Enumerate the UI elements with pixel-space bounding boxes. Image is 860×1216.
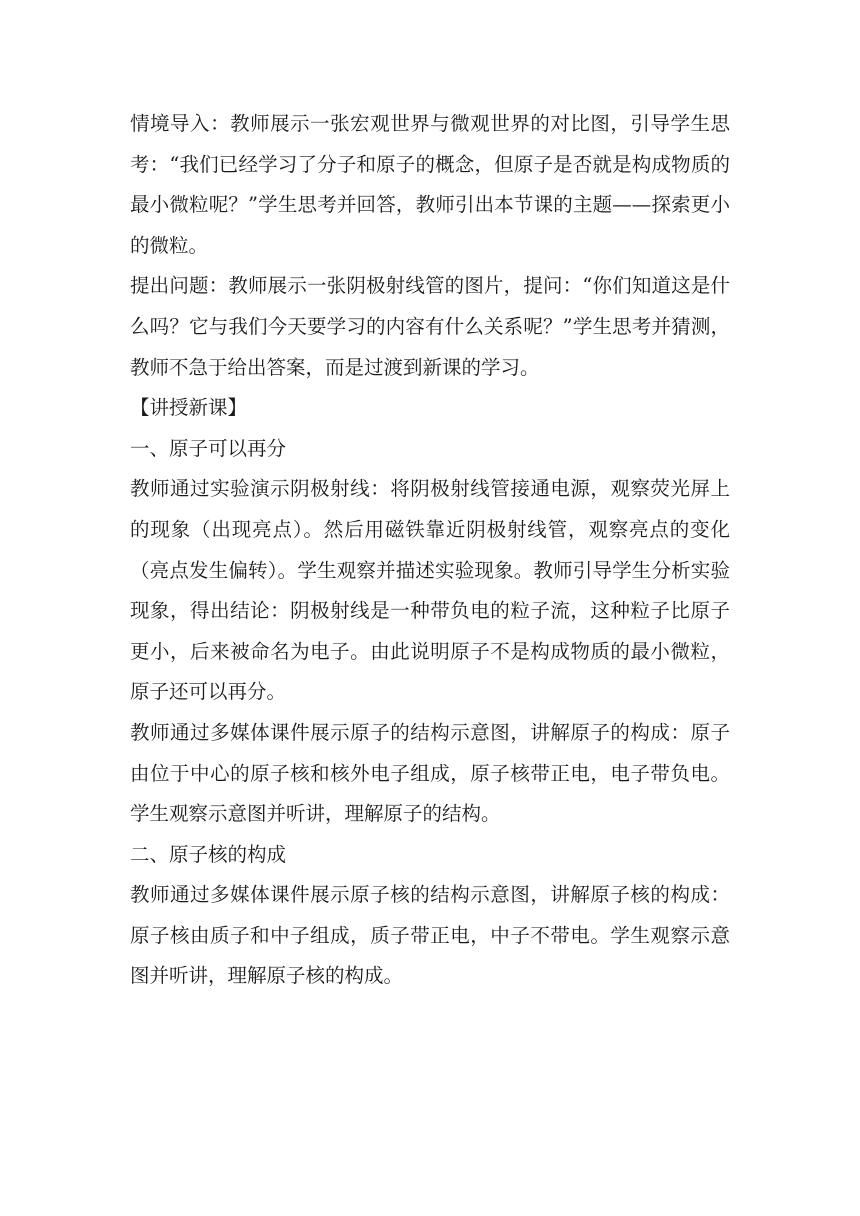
document-body: [130, 104, 730, 997]
subheading-atom-divisible: 一、原子可以再分: [130, 436, 287, 460]
section-heading-new-lesson: 【讲授新课】: [130, 396, 248, 420]
paragraph-situation-intro: 情境导入：教师展示一张宏观世界与微观世界的对比图，引导学生思考：“我们已经学习了分子和原子的概念，但原子是否就是构成物质的最小微粒呢？”学生思考并回答，教师引出本节课的主题——探索更小的微粒。: [130, 112, 730, 257]
paragraph-atom-structure: 教师通过多媒体课件展示原子的结构示意图，讲解原子的构成：原子由位于中心的原子核和核外电子组成，原子核带正电，电子带负电。学生观察示意图并听讲，理解原子的结构。: [130, 720, 730, 826]
paragraph-raise-question: 提出问题：教师展示一张阴极射线管的图片，提问：“你们知道这是什么吗？它与我们今天要学习的内容有什么关系呢？”学生思考并猜测，教师不急于给出答案，而是过渡到新课的学习。: [130, 274, 730, 379]
paragraph-nucleus-structure: 教师通过多媒体课件展示原子核的结构示意图，讲解原子核的构成：原子核由质子和中子组成，质子带正电，中子不带电。学生观察示意图并听讲，理解原子核的构成。: [130, 883, 730, 988]
subheading-nucleus-composition: 二、原子核的构成: [130, 842, 287, 866]
paragraph-cathode-ray-experiment: 教师通过实验演示阴极射线：将阴极射线管接通电源，观察荧光屏上的现象（出现亮点）。然后用磁铁靠近阴极射线管，观察亮点的变化（亮点发生偏转）。学生观察并描述实验现象。教师引导学生分析实验现象，得出结论：阴极射线是一种带负电的粒子流，这种粒子比原子更小，后来被命名为电子。由此说明原子不是构成物质的最小微粒，原子还可以再分。: [130, 477, 730, 704]
